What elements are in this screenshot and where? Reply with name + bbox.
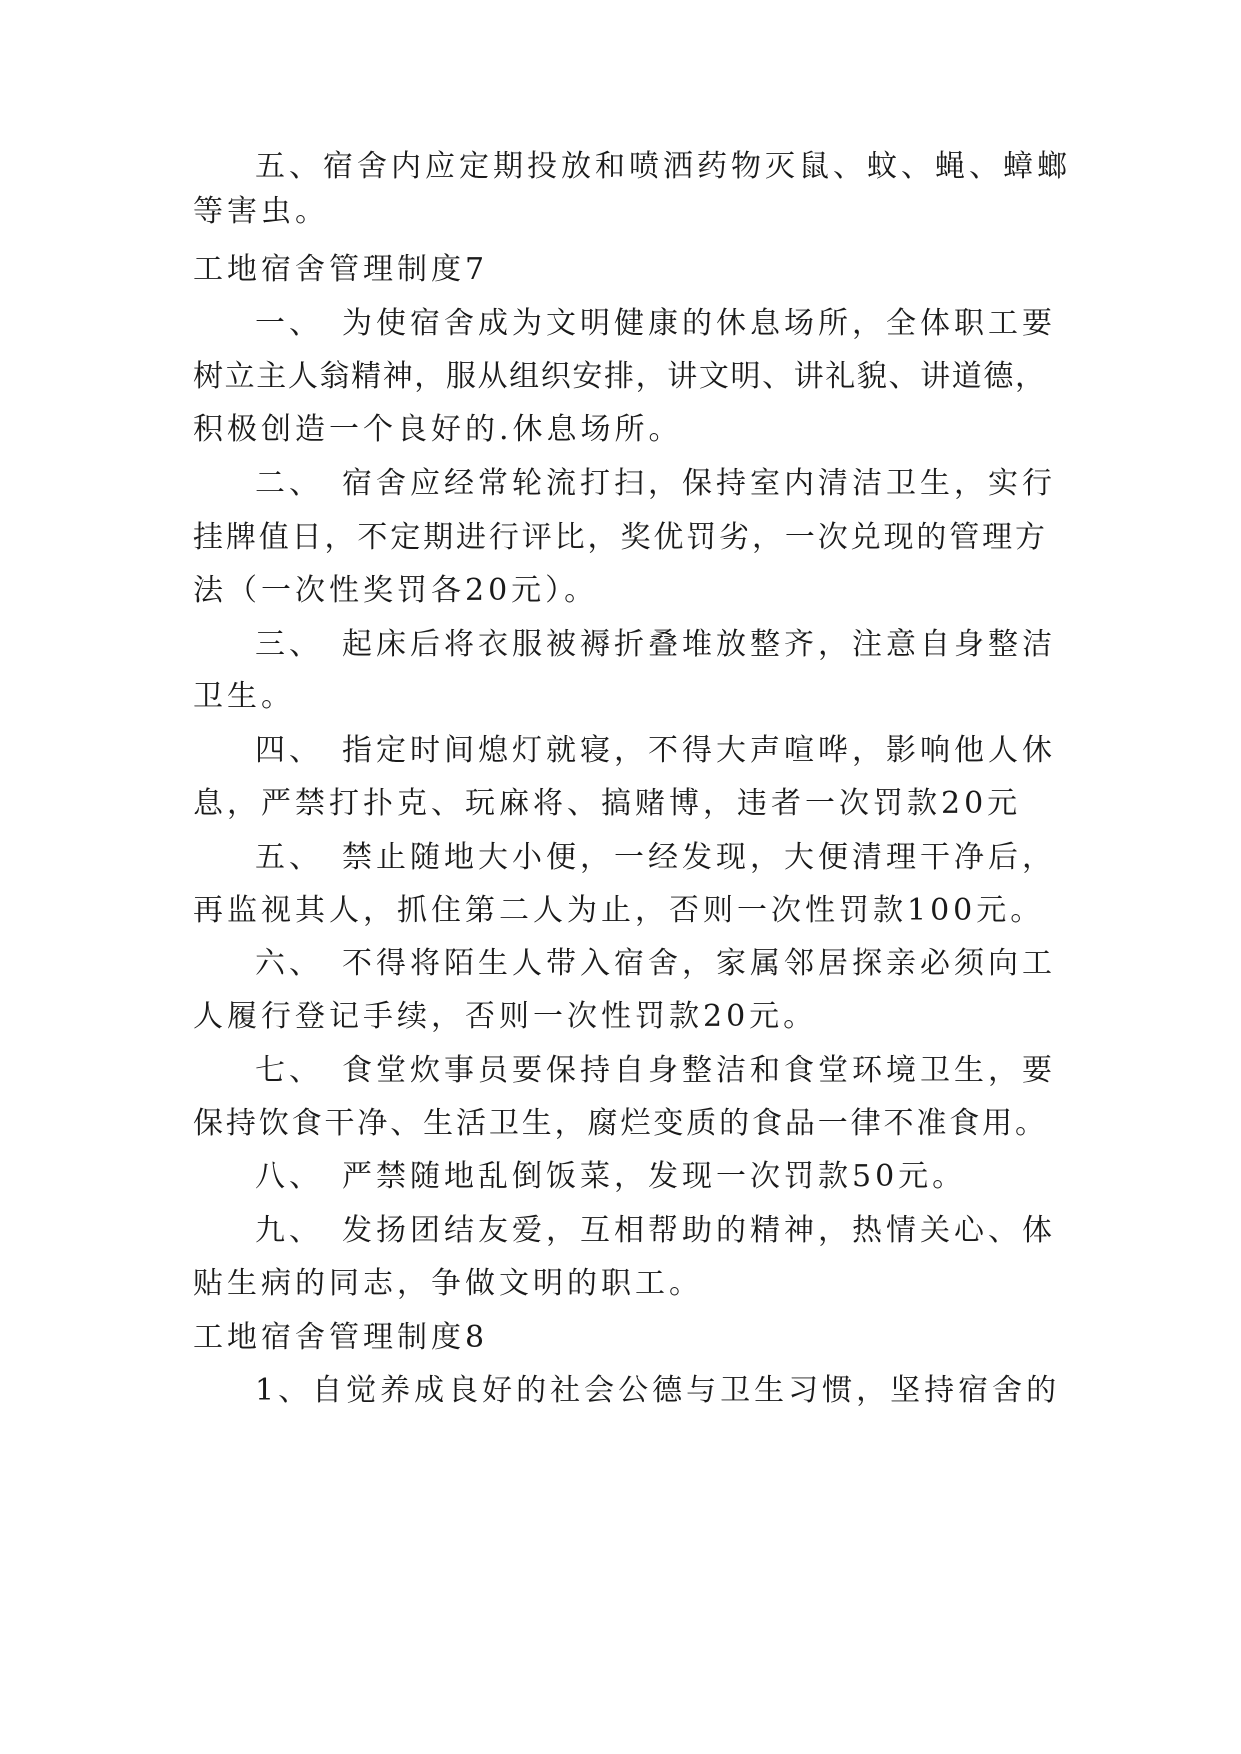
paragraph-line: 六、 不得将陌生人带入宿舍，家属邻居探亲必须向工 [255, 946, 1056, 981]
section-heading: 工地宿舍管理制度8 [193, 1320, 489, 1355]
paragraph-line: 七、 食堂炊事员要保持自身整洁和食堂环境卫生，要 [255, 1053, 1056, 1088]
paragraph-line: 保持饮食干净、生活卫生，腐烂变质的食品一律不准食用。 [193, 1106, 1045, 1141]
paragraph-line: 息，严禁打扑克、玩麻将、搞赌博，违者一次罚款20元 [193, 786, 1022, 821]
paragraph-line: 八、 严禁随地乱倒饭菜，发现一次罚款50元。 [255, 1159, 967, 1194]
paragraph-line: 九、 发扬团结友爱，互相帮助的精神，热情关心、体 [255, 1213, 1056, 1248]
paragraph-line: 挂牌值日，不定期进行评比，奖优罚劣，一次兑现的管理方 [193, 520, 1045, 555]
paragraph-line: 二、 宿舍应经常轮流打扫，保持室内清洁卫生，实行 [255, 466, 1056, 501]
paragraph-line: 人履行登记手续，否则一次性罚款20元。 [193, 999, 818, 1034]
paragraph-line: 树立主人翁精神，服从组织安排，讲文明、讲礼貌、讲道德， [193, 359, 1045, 394]
paragraph-line: 三、 起床后将衣服被褥折叠堆放整齐，注意自身整洁 [255, 627, 1056, 662]
section-heading: 工地宿舍管理制度7 [193, 252, 489, 287]
paragraph-line: 法（一次性奖罚各20元）。 [193, 573, 599, 608]
paragraph-line: 卫生。 [193, 679, 295, 714]
paragraph-line: 一、 为使宿舍成为文明健康的休息场所，全体职工要 [255, 306, 1056, 341]
paragraph-line: 四、 指定时间熄灯就寝，不得大声喧哗，影响他人休 [255, 733, 1056, 768]
paragraph-line: 积极创造一个良好的.休息场所。 [193, 412, 683, 447]
paragraph-line: 五、 禁止随地大小便，一经发现，大便清理干净后， [255, 840, 1056, 875]
paragraph-line: 贴生病的同志，争做文明的职工。 [193, 1266, 703, 1301]
paragraph-line: 等害虫。 [193, 194, 329, 229]
paragraph-line: 1、自觉养成良好的社会公德与卫生习惯，坚持宿舍的 [255, 1373, 1061, 1408]
paragraph-line: 五、宿舍内应定期投放和喷洒药物灭鼠、蚊、蝇、蟑螂 [255, 149, 1071, 184]
paragraph-line: 再监视其人，抓住第二人为止，否则一次性罚款100元。 [193, 893, 1045, 928]
